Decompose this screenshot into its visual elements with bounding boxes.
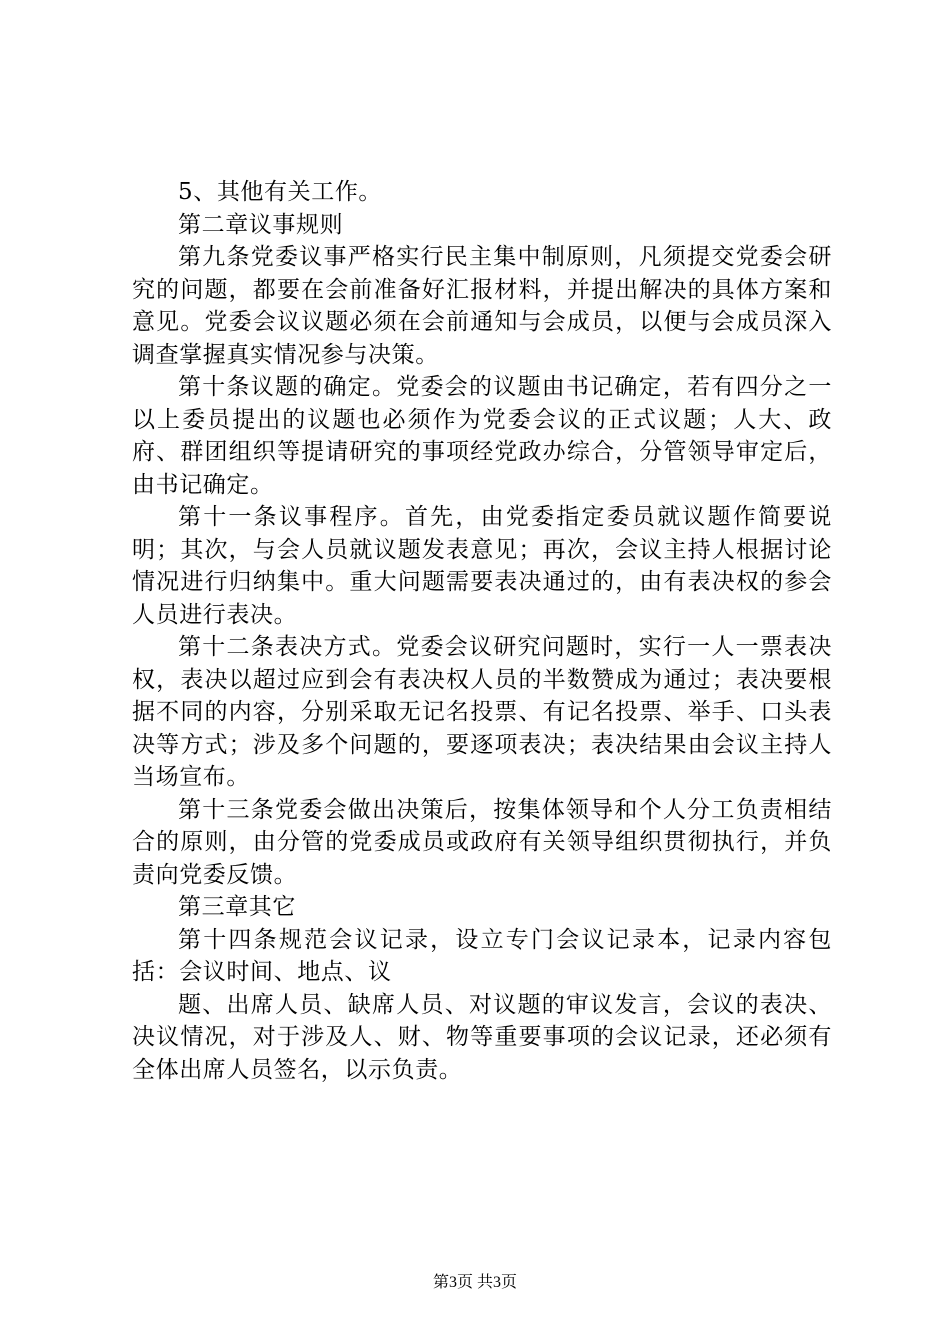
article-12: 第十二条表决方式。党委会议研究问题时，实行一人一票表决权，表决以超过应到会有表决权人员的半数赞成为通过；表决要根据不同的内容，分别采取无记名投票、有记名投票、举手、口头表决等方式；涉及多个问题的，要逐项表决；表决结果由会议主持人当场宣布。 [132,634,832,790]
article-13: 第十三条党委会做出决策后，按集体领导和个人分工负责相结合的原则，由分管的党委成员或政府有关领导组织贯彻执行，并负责向党委反馈。 [132,796,832,888]
document-body [132,176,832,1086]
list-item-other-work: 5、其他有关工作。 [178,179,383,205]
page-total: 共3页 [477,1274,518,1291]
page-footer [0,1273,950,1293]
article-11: 第十一条议事程序。首先，由党委指定委员就议题作简要说明；其次，与会人员就议题发表意见；再次，会议主持人根据讨论情况进行归纳集中。重大问题需要表决通过的，由有表决权的参会人员进行表决。 [132,504,832,628]
chapter-heading-2: 第二章议事规则 [178,211,344,238]
article-14: 第十四条规范会议记录，设立专门会议记录本，记录内容包括：会议时间、地点、议 [132,926,832,985]
article-14-continued: 题、出席人员、缺席人员、对议题的审议发言，会议的表决、决议情况，对于涉及人、财、物等重要事项的会议记录，还必须有全体出席人员签名，以示负责。 [132,991,832,1083]
article-10: 第十条议题的确定。党委会的议题由书记确定，若有四分之一以上委员提出的议题也必须作为党委会议的正式议题；人大、政府、群团组织等提请研究的事项经党政办综合，分管领导审定后，由书记确定。 [132,374,832,498]
article-9: 第九条党委议事严格实行民主集中制原则，凡须提交党委会研究的问题，都要在会前准备好汇报材料，并提出解决的具体方案和意见。党委会议议题必须在会前通知与会成员，以便与会成员深入调查掌握真实情况参与决策。 [132,244,832,368]
chapter-heading-3: 第三章其它 [178,894,296,920]
page-number: 第3页 [432,1274,473,1291]
